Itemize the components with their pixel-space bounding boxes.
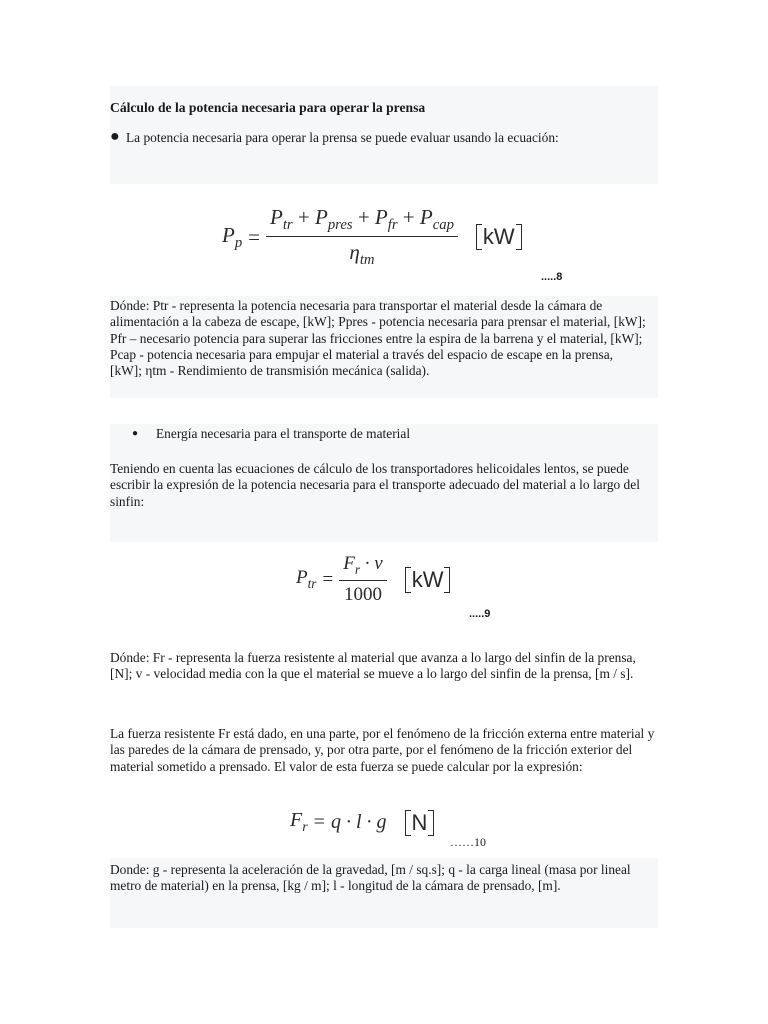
eq10-unit: N <box>405 810 435 836</box>
eq10-rhs: q · l · g <box>330 811 387 833</box>
donde-1-text: Dónde: Ptr - representa la potencia necesaria para transportar el material desde la cámara de alimentación a la cabeza de escape, [kW]; Ppres - potencia necesaria para prensar el material, [kW]; Pfr – necesario potencia para superar las fricciones entre la espira de la barrena y el material, [kW]; Pcap - potencia necesaria para empujar el material a través del espacio de escape en la prensa, [kW]; ηtm - Rendimiento de transmisión mecánica (salida). <box>110 298 646 379</box>
eq8-numerator: $P_{tr} + P_{pres} + P_{fr} + P_{cap}$ <box>266 205 458 237</box>
bullet-dot-small-icon: ● <box>132 428 139 439</box>
fuerza-text: La fuerza resistente Fr está dado, en una parte, por el fenómeno de la fricción externa entre material y las paredes de la cámara de prensado, y, por otra parte, por el fenómeno de la fricción exterior del material sometido a prensado. El valor de esta fuerza se puede calcular por la expresión: <box>110 726 655 774</box>
equation-number-9: .....9 <box>469 608 491 620</box>
eq9-lhs: $P_{tr}$ <box>296 567 317 591</box>
equation-9: $P_{tr}$ = $\frac{F_r \cdot v}{1000}$ kW <box>296 553 450 606</box>
eq8-denominator: $\eta_{tm}$ <box>349 240 375 268</box>
intro-bullet <box>110 130 559 146</box>
eq8-unit: kW <box>476 224 522 250</box>
equation-number-10: ……10 <box>450 835 486 849</box>
donde-3-text: Donde: g - representa la aceleración de la gravedad, [m / sq.s]; q - la carga lineal (masa por lineal metro de material) en la prensa, [kg / m]; l - longitud de la cámara de prensado, [m]. <box>110 862 631 894</box>
teniendo-text: Teniendo en cuenta las ecuaciones de cálculo de los transportadores helicoidales lentos, se puede escribir la expresión de la potencia necesaria para el transporte adecuado del material a lo largo del sinfin: <box>110 461 640 509</box>
eq9-numerator: $F_r \cdot v$ <box>339 553 386 581</box>
transport-bullet-text: Energía necesaria para el transporte de material <box>156 426 411 441</box>
equation-number-8: .....8 <box>541 271 563 283</box>
eq9-unit: kW <box>405 567 451 593</box>
eq9-fraction <box>339 553 386 606</box>
intro-text: La potencia necesaria para operar la prensa se puede evaluar usando la ecuación: <box>126 130 559 145</box>
bullet-dot-icon: ● <box>110 128 120 145</box>
eq9-denominator: 1000 <box>343 584 382 605</box>
equation-10: $F_r$ = q · l · g N <box>290 809 434 836</box>
section-title: Cálculo de la potencia necesaria para operar la prensa <box>110 100 426 115</box>
eq8-lhs: $P_p$ <box>222 222 243 251</box>
eq10-lhs: $F_r$ <box>290 809 308 835</box>
transport-bullet <box>132 426 410 442</box>
donde-2-text: Dónde: Fr - representa la fuerza resistente al material que avanza a lo largo del sinfin de la prensa, [N]; v - velocidad media con la que el material se mueve a lo largo del sinfin de la prensa, [m / s]. <box>110 650 636 682</box>
equation-8: $P_p$ = $\frac{P_{tr} + P_{pres} + P_{fr} + P_{cap}}{\eta_{tm}}$ kW <box>222 205 522 269</box>
eq8-fraction <box>266 205 458 269</box>
